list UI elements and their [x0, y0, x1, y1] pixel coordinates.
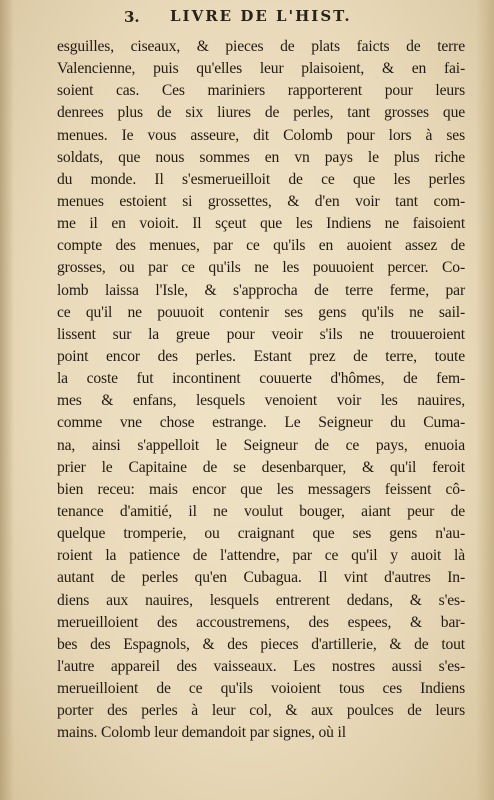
body-text: [57, 36, 465, 745]
text-line: denrees plus de six liures de perles, tant grosses que: [57, 104, 465, 122]
text-line: roient la patience de l'attendre, par ce qu'il y auoit là: [57, 547, 465, 565]
text-line: comme vne chose estrange. Le Seigneur du Cuma-: [57, 414, 465, 432]
text-line: du monde. Il s'esmerueilloit de ce que les perles: [57, 170, 465, 188]
text-line: Valencienne, puis qu'elles leur plaisoient, & en fai-: [57, 60, 465, 78]
text-line: soient cas. Ces mariniers rapporterent pour leurs: [57, 82, 465, 100]
text-line: me il en voioit. Il sçeut que les Indiens ne faisoient: [57, 215, 465, 233]
text-line: porter des perles à leur col, & aux poulces de leurs: [57, 702, 465, 720]
text-line: tenance d'amitié, il ne voulut bouger, aiant peur de: [57, 502, 465, 520]
text-line: menues estoient si grossettes, & d'en voir tant com-: [57, 192, 465, 210]
text-line: lissent sur la greue pour veoir s'ils ne trouueroient: [57, 325, 465, 343]
text-line: esguilles, ciseaux, & pieces de plats faicts de terre: [57, 38, 465, 55]
text-line: mes & enfans, lesquels venoient voir les nauires,: [57, 392, 465, 410]
text-line: na, ainsi s'appelloit le Seigneur de ce pays, enuoia: [57, 436, 465, 454]
text-line: la coste fut incontinent couuerte d'hômes, de fem-: [57, 370, 465, 388]
text-line: l'autre appareil des vaisseaux. Les nostres aussi s'es-: [57, 657, 465, 675]
text-line: bien receu: mais encor que les messagers feissent cô-: [57, 480, 465, 498]
text-line: ce qu'il ne pouuoit contenir ses gens qu'ils ne sail-: [57, 303, 465, 321]
text-line: prier le Capitaine de se desenbarquer, & qu'il feroit: [57, 458, 465, 476]
page-header: [0, 4, 494, 32]
text-line: quelque tromperie, ou craignant que ses gens n'au-: [57, 525, 465, 543]
text-line: merueilloient de ce qu'ils voioient tous ces Indiens: [57, 680, 465, 698]
text-line: mains. Colomb leur demandoit par signes, où il: [57, 724, 346, 742]
text-line: menues. Ie vous asseure, dit Colomb pour lors à ses: [57, 126, 465, 144]
folio-number: 3.: [124, 8, 140, 26]
running-head: LIVRE DE L'HIST.: [170, 7, 352, 25]
text-line: point encor des perles. Estant prez de terre, toute: [57, 347, 465, 365]
text-line: soldats, que nous sommes en vn pays le plus riche: [57, 148, 465, 166]
text-line: bes des Espagnols, & des pieces d'artillerie, & de tout: [57, 635, 465, 653]
text-line: merueilloient des accoustremens, des espees, & bar-: [57, 613, 465, 631]
text-line: grosses, ou par ce qu'ils ne les pouuoient percer. Co-: [57, 259, 465, 277]
text-line: compte des menues, par ce qu'ils en auoient assez de: [57, 237, 465, 255]
text-line: diens aux nauires, lesquels entrerent dedans, & s'es-: [57, 591, 465, 609]
text-line: autant de perles qu'en Cubagua. Il vint d'autres In-: [57, 569, 465, 587]
text-line: lomb laissa l'Isle, & s'approcha de terre ferme, par: [57, 281, 465, 299]
